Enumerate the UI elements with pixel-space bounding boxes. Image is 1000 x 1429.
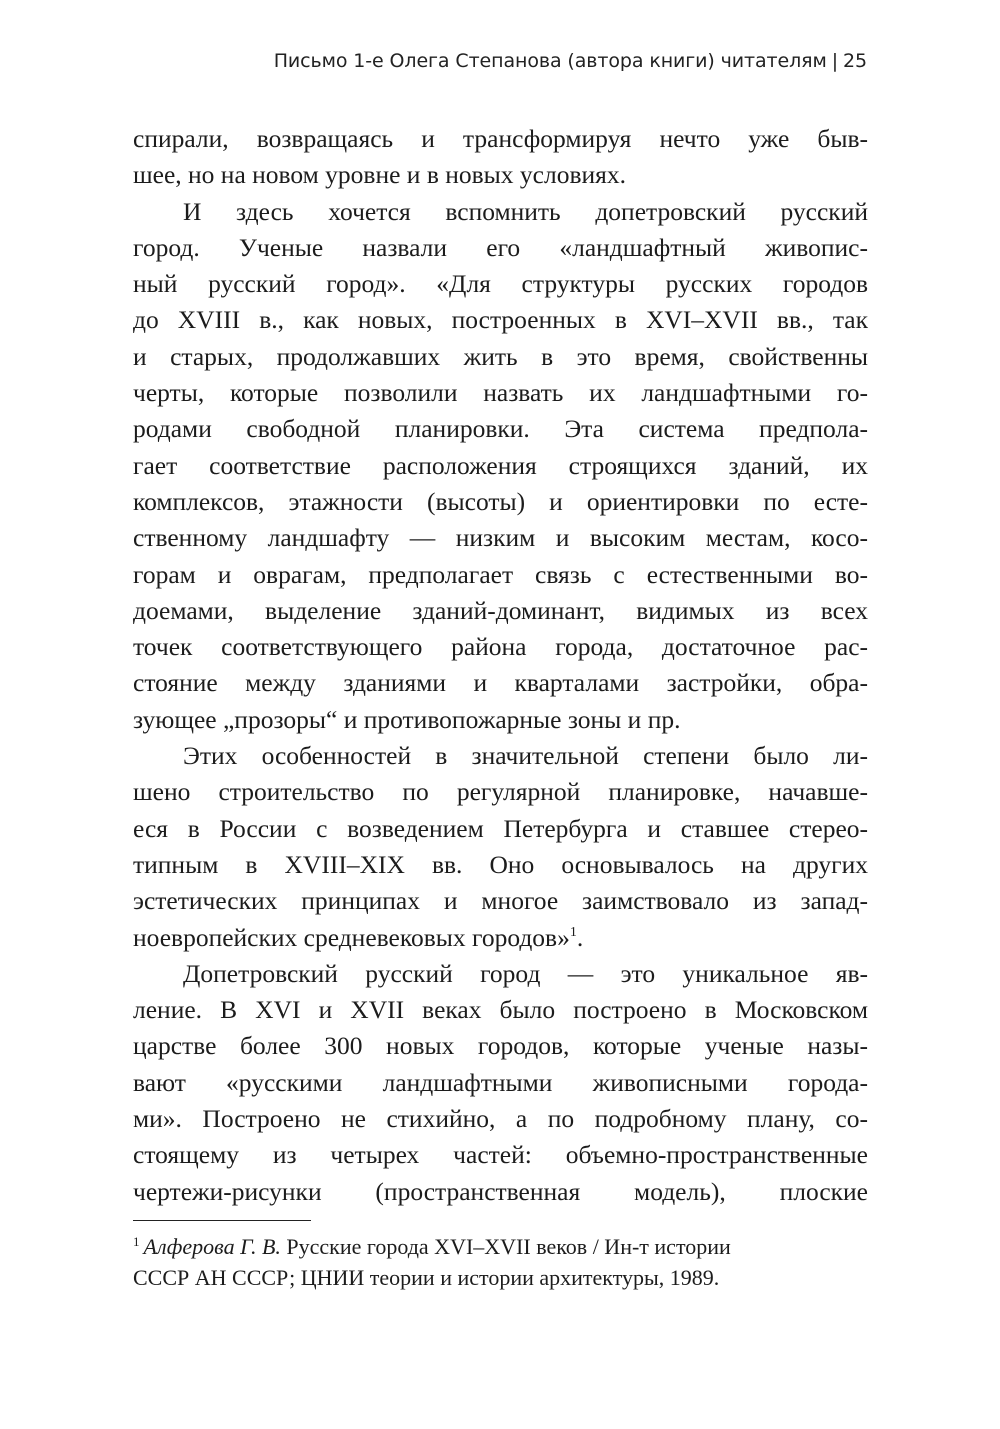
text-line: ление. В XVI и XVII веках было построено в Московском (133, 995, 868, 1025)
text-line: чертежи-рисунки (пространственная модель), плоские (133, 1176, 868, 1206)
text-line: царстве более 300 новых городов, которые ученые назы- (133, 1031, 868, 1061)
body-text (133, 121, 868, 1210)
text-line: стояние между зданиями и кварталами застройки, обра- (133, 668, 868, 698)
text-line: гает соответствие расположения строящихся зданий, их (133, 450, 868, 480)
text-line-content: ноевропейских средневековых городов» (133, 922, 570, 952)
running-head (274, 50, 867, 72)
text-line: Допетровский русский город — это уникальное яв- (183, 958, 868, 988)
footnote-title: Русские города XVI–XVII веков / Ин-т истории (280, 1234, 731, 1259)
text-line: ми». Построено не стихийно, а по подробному плану, со- (133, 1104, 868, 1134)
text-line: черты, которые позволили назвать их ландшафтными го- (133, 378, 868, 408)
footnote (133, 1231, 868, 1293)
text-line: шено строительство по регулярной планировке, начавше- (133, 777, 868, 807)
footnote-number: 1 (133, 1234, 140, 1249)
text-line: и старых, продолжавших жить в это время, свойственны (133, 341, 868, 371)
text-line: И здесь хочется вспомнить допетровский русский (183, 196, 868, 226)
running-head-separator: | (831, 50, 839, 72)
text-line: стоящему из четырех частей: объемно-пространственные (133, 1140, 868, 1170)
text-line: спирали, возвращаясь и трансформируя нечто уже быв- (133, 124, 868, 153)
text-line: город. Ученые назвали его «ландшафтный живопис- (133, 232, 868, 262)
footnote-reference[interactable]: 1 (569, 924, 577, 940)
text-line: шее, но на новом уровне и в новых условиях. (133, 160, 627, 190)
text-line: еся в России с возведением Петербурга и ставшее стерео- (133, 813, 868, 843)
footnote-line (133, 1231, 868, 1262)
text-line: доемами, выделение зданий-доминант, видимых из всех (133, 595, 868, 625)
text-line: зующее „прозоры“ и противопожарные зоны и пр. (133, 704, 681, 734)
text-line: комплексов, этажности (высоты) и ориентировки по есте- (133, 486, 868, 516)
text-line-with-footnote-ref: ноевропейских средневековых городов»$^1$. (133, 922, 584, 952)
text-line: родами свободной планировки. Эта система предпола- (133, 414, 868, 444)
text-line: до XVIII в., как новых, построенных в XVI–XVII вв., так (133, 305, 868, 335)
page-number: 25 (843, 50, 867, 72)
text-line: типным в XVIII–XIX вв. Оно основывалось на других (133, 849, 868, 879)
text-line: Этих особенностей в значительной степени было ли- (183, 741, 868, 771)
text-line: ный русский город». «Для структуры русских городов (133, 269, 868, 299)
footnote-divider (133, 1220, 311, 1221)
text-line: горам и оврагам, предполагает связь с естественными во- (133, 559, 868, 589)
footnote-author: Алферова Г. В. (143, 1234, 281, 1259)
running-head-title: Письмо 1-е Олега Степанова (автора книги) читателям (273, 50, 827, 72)
text-line: ственному ландшафту — низким и высоким местам, косо- (133, 523, 868, 553)
footnote-line: СССР АН СССР; ЦНИИ теории и истории архитектуры, 1989. (133, 1265, 720, 1290)
text-line: точек соответствующего района города, достаточное рас- (133, 632, 868, 662)
text-line: эстетических принципах и многое заимствовало из запад- (133, 886, 868, 916)
text-line: вают «русскими ландшафтными живописными города- (133, 1067, 868, 1097)
